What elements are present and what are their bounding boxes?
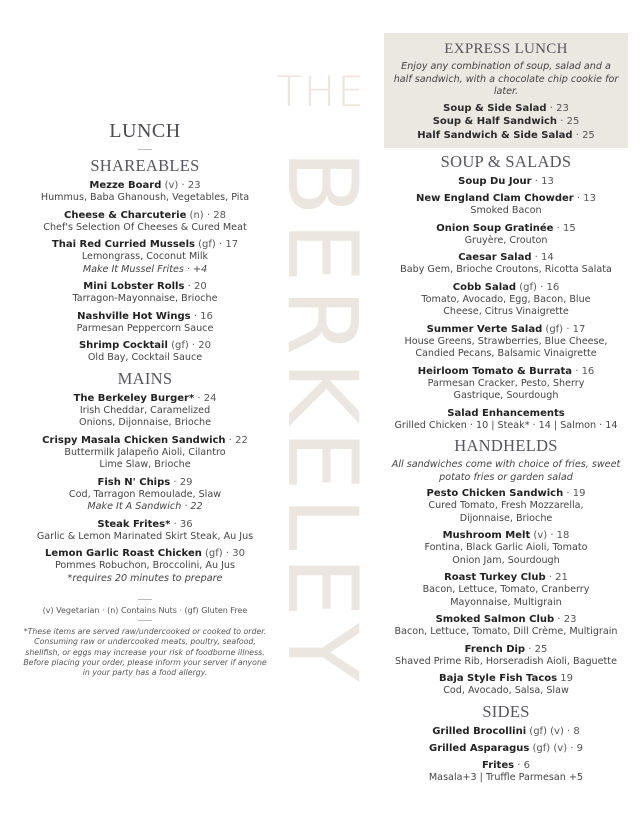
brand-the-text: THE [276, 67, 366, 116]
express-intro: Enjoy any combination of soup, salad and a half sandwich, with a chocolate chip cookie for later. [393, 61, 619, 97]
menu-item-heading [384, 613, 628, 626]
express-option-name: Half Sandwich & Side Salad [417, 129, 573, 141]
menu-item-price: · 25 [525, 643, 548, 655]
menu-item-price: · 21 [545, 572, 568, 583]
menu-item [384, 725, 628, 738]
menu-item-heading [384, 175, 628, 188]
menu-item-description: Hummus, Baba Ghanoush, Vegetables, Pita [40, 192, 250, 203]
menu-item-name: Thai Red Curried Mussels [51, 239, 195, 250]
divider [138, 620, 152, 621]
sides-list [384, 725, 628, 785]
menu-item-heading [384, 672, 628, 685]
left-column [20, 118, 270, 678]
menu-item-description: Fontina, Black Garlic Aioli, Tomato [424, 542, 588, 553]
menu-item-heading [20, 434, 270, 447]
menu-title: LUNCH [109, 120, 181, 142]
menu-item [20, 518, 270, 544]
shareables-list [20, 179, 270, 365]
menu-item [384, 281, 628, 319]
menu-item-name: Grilled Brocollini [432, 725, 527, 737]
menu-item [20, 547, 270, 585]
menu-item-description: Lime Slaw, Brioche [99, 459, 191, 470]
menu-item-description: Parmesan Peppercorn Sauce [76, 322, 214, 334]
menu-item-description: Onions, Dijonnaise, Brioche [79, 417, 211, 428]
express-option-price: · 23 [546, 102, 569, 114]
express-lunch-box [384, 33, 628, 148]
menu-item [20, 434, 270, 472]
menu-item-price: (gf) · 20 [167, 340, 212, 351]
menu-item-price: · 15 [553, 222, 576, 234]
menu-item-heading [384, 529, 628, 542]
menu-item [20, 310, 270, 336]
menu-item-description: Garlic & Lemon Marinated Skirt Steak, Au Jus [36, 530, 254, 542]
handhelds-list [384, 487, 628, 698]
menu-item-name: Shrimp Cocktail [78, 340, 168, 351]
menu-item-description: Gastrique, Sourdough [453, 390, 559, 401]
menu-item-heading [384, 222, 628, 235]
menu-item-name: Pesto Chicken Sandwich [426, 488, 564, 499]
menu-item-heading [20, 238, 270, 251]
mains-list [20, 392, 270, 586]
menu-item-name: Grilled Asparagus [428, 742, 530, 754]
menu-item-description: Cod, Tarragon Remoulade, Slaw [68, 488, 222, 500]
divider [138, 599, 152, 600]
menu-item-name: Fish N' Chips [97, 476, 171, 488]
menu-item-name: Mini Lobster Rolls [83, 281, 185, 292]
menu-item [20, 476, 270, 514]
menu-item-name: Smoked Salmon Club [435, 614, 555, 625]
menu-item [384, 251, 628, 277]
section-title-sides: SIDES [482, 701, 530, 721]
menu-item [20, 238, 270, 276]
menu-item-description: Onion Jam, Sourdough [452, 554, 560, 566]
menu-item-heading [20, 392, 270, 405]
menu-item-description: Old Bay, Cocktail Sauce [87, 352, 203, 363]
menu-item [20, 209, 270, 235]
menu-item-name: Cheese & Charcuterie [64, 209, 187, 221]
menu-item-price: · 29 [170, 476, 193, 488]
menu-item [20, 339, 270, 365]
menu-item-price: · 20 [184, 281, 207, 292]
menu-item-name: Salad Enhancements [447, 407, 565, 419]
menu-item-price: (v) · 18 [530, 530, 570, 541]
menu-item [20, 392, 270, 430]
menu-item-description: Chef's Selection Of Cheeses & Cured Meat [43, 221, 247, 233]
menu-item [384, 672, 628, 698]
menu-item [384, 365, 628, 403]
menu-item-name: Roast Turkey Club [444, 572, 546, 583]
menu-item-note: Make It Mussel Frites · +4 [82, 263, 208, 275]
menu-item-name: Cobb Salad [452, 281, 517, 293]
menu-item-heading [384, 251, 628, 264]
express-option [392, 115, 620, 129]
menu-item-description: Parmesan Cracker, Pesto, Sherry [427, 377, 585, 389]
menu-item [384, 487, 628, 525]
menu-item [384, 529, 628, 567]
menu-item-heading [384, 192, 628, 205]
menu-item-heading [384, 571, 628, 584]
food-safety-disclaimer: *These items are served raw/undercooked or cooked to order. Consuming raw or undercooked meats, poultry, seafood, shellfish, or eggs may increase your risk of foodborne illness. Before placing your order, please inform your server if anyone in your party has a food allergy. [23, 627, 267, 678]
menu-item-description: Cheese, Citrus Vinaigrette [443, 306, 569, 317]
menu-item-heading [384, 487, 628, 500]
menu-item-name: Baja Style Fish Tacos [439, 673, 558, 684]
menu-item [384, 571, 628, 609]
menu-item-price: (gf) · 16 [516, 281, 560, 293]
menu-item-name: Caesar Salad [458, 252, 532, 263]
menu-item-heading [20, 547, 270, 560]
dietary-legend: (v) Vegetarian · (n) Contains Nuts · (gf) Gluten Free [42, 606, 248, 615]
menu-item-name: Lemon Garlic Roast Chicken [45, 548, 202, 559]
menu-item-price: (gf) · 17 [194, 239, 239, 250]
menu-item [384, 407, 628, 433]
express-option-name: Soup & Side Salad [443, 102, 547, 114]
menu-item-description: Smoked Bacon [470, 205, 542, 216]
menu-item-description: Shaved Prime Rib, Horseradish Aioli, Baguette [395, 655, 617, 667]
menu-item-note: *requires 20 minutes to prepare [67, 572, 223, 584]
menu-item-price: · 13 [573, 193, 597, 204]
menu-item [384, 643, 628, 669]
menu-item-price: · 16 [572, 365, 595, 377]
menu-item-name: Mezze Board [89, 180, 162, 191]
express-options [392, 102, 620, 143]
menu-item-name: Mushroom Melt [442, 530, 531, 541]
menu-item-price: · 13 [531, 176, 554, 187]
menu-item [384, 323, 628, 361]
express-option-name: Soup & Half Sandwich [432, 116, 558, 127]
menu-item-price: · 6 [514, 759, 530, 771]
menu-item [20, 280, 270, 306]
menu-item-description: Buttermilk Jalapeño Aioli, Cilantro [64, 446, 226, 458]
menu-item-price: 19 [557, 673, 573, 684]
menu-item-name: Frites [482, 759, 515, 771]
menu-item-heading [384, 281, 628, 294]
menu-item [384, 613, 628, 639]
menu-item-description: Irish Cheddar, Caramelized [79, 404, 211, 416]
right-column [384, 33, 628, 788]
menu-item-name: New England Clam Chowder [415, 193, 574, 204]
soups-list [384, 175, 628, 432]
menu-item-heading [384, 725, 628, 738]
express-option [392, 129, 620, 143]
section-title-handhelds: HANDHELDS [454, 436, 558, 455]
menu-item-description: Bacon, Lettuce, Tomato, Cranberry [422, 584, 590, 595]
menu-item-name: Summer Verte Salad [426, 323, 543, 335]
menu-item-description: Lemongrass, Coconut Milk [81, 251, 209, 262]
menu-item-name: Onion Soup Gratinée [436, 222, 554, 234]
menu-item-description: Mayonnaise, Multigrain [450, 596, 562, 608]
menu-item-heading [20, 179, 270, 192]
menu-item-description: Baby Gem, Brioche Croutons, Ricotta Salata [400, 264, 612, 275]
menu-item-price: · 22 [225, 434, 248, 446]
menu-item-description: Pommes Robuchon, Broccolini, Au Jus [54, 560, 235, 571]
menu-item-heading [20, 280, 270, 293]
brand-name-vertical: BERKELEY [266, 150, 378, 688]
handhelds-intro: All sandwiches come with choice of fries, sweet potato fries or garden salad [391, 459, 621, 483]
menu-item-description: Tomato, Avocado, Egg, Bacon, Blue [421, 293, 591, 305]
menu-item-price: · 23 [554, 614, 577, 625]
express-option-price: · 25 [557, 116, 580, 127]
menu-item-description: Grilled Chicken · 10 | Steak* · 14 | Salmon · 14 [394, 419, 618, 431]
menu-item [384, 742, 628, 755]
menu-item-heading [20, 518, 270, 531]
menu-item-description: Candied Pecans, Balsamic Vinaigrette [415, 348, 597, 359]
menu-item-name: The Berkeley Burger* [73, 392, 195, 404]
menu-item-description: House Greens, Strawberries, Blue Cheese, [404, 335, 608, 347]
menu-item-price: · 19 [563, 488, 586, 499]
menu-item-price: (v) · 23 [161, 180, 201, 191]
menu-item-heading [384, 759, 628, 772]
menu-item-price: · 36 [170, 518, 193, 530]
menu-item-heading [384, 643, 628, 656]
menu-item-price: (gf) · 17 [542, 323, 586, 335]
menu-item-price: (n) · 28 [186, 209, 226, 221]
menu-item-price: · 14 [531, 252, 554, 263]
section-title-mains: MAINS [117, 368, 173, 388]
menu-item-description: Tarragon-Mayonnaise, Brioche [72, 293, 218, 304]
menu-item-name: Soup Du Jour [458, 176, 532, 187]
menu-item-heading [384, 365, 628, 378]
divider [138, 149, 152, 150]
section-title-soups: SOUP & SALADS [440, 152, 572, 171]
menu-item-description: Masala+3 | Truffle Parmesan +5 [428, 771, 584, 783]
menu-item-name: Nashville Hot Wings [77, 310, 191, 322]
menu-item-price: (gf) (v) · 8 [526, 725, 580, 737]
menu-item [384, 759, 628, 785]
menu-item-heading [384, 742, 628, 755]
menu-item-name: Steak Frites* [97, 518, 171, 530]
menu-item-name: Heirloom Tomato & Burrata [417, 365, 573, 377]
menu-item-heading [20, 310, 270, 323]
menu-item-price: (gf) · 30 [201, 548, 245, 559]
menu-item-price: · 24 [194, 392, 217, 404]
section-title-shareables: SHAREABLES [90, 156, 200, 175]
menu-item [20, 179, 270, 205]
menu-item-description: Dijonnaise, Brioche [459, 512, 553, 524]
menu-item [384, 175, 628, 188]
menu-item-name: French Dip [464, 643, 526, 655]
menu-item-price: · 16 [190, 310, 213, 322]
menu-item-description: Cod, Avocado, Salsa, Slaw [443, 685, 569, 696]
menu-item-heading [20, 476, 270, 489]
menu-item-description: Gruyère, Crouton [464, 234, 548, 246]
menu-item-heading [20, 209, 270, 222]
section-title-express: EXPRESS LUNCH [444, 41, 568, 57]
menu-item-description: Bacon, Lettuce, Tomato, Dill Crème, Multigrain [394, 626, 618, 637]
menu-item [384, 192, 628, 218]
menu-item-name: Crispy Masala Chicken Sandwich [42, 434, 226, 446]
menu-item-heading [20, 339, 270, 352]
menu-item-note: Make It A Sandwich · 22 [87, 501, 203, 512]
menu-item [384, 222, 628, 248]
express-option [392, 102, 620, 116]
menu-item-price: (gf) (v) · 9 [529, 742, 583, 754]
express-option-price: · 25 [572, 129, 595, 141]
menu-item-description: Cured Tomato, Fresh Mozzarella, [428, 500, 584, 511]
menu-item-heading [384, 323, 628, 336]
menu-item-heading [384, 407, 628, 420]
